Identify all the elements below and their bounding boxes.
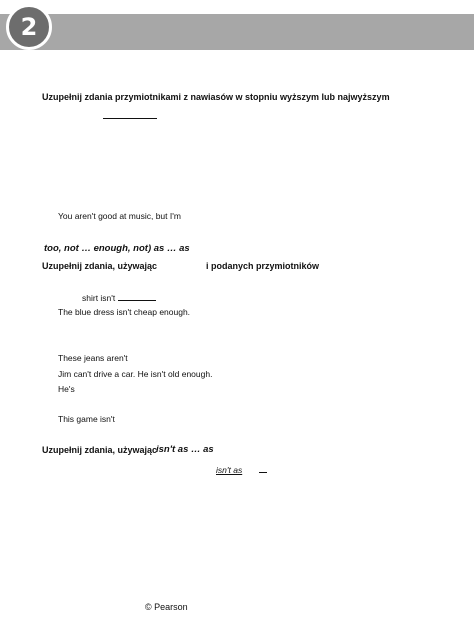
ex1-answer-blank	[103, 106, 157, 124]
unit-number: 2	[20, 13, 38, 41]
ex1-item: You aren't good at music, but I'm	[58, 211, 181, 221]
footer-copyright: © Pearson	[145, 602, 188, 612]
ex3-example: isn't as	[216, 460, 267, 478]
unit-header-bar	[0, 14, 474, 50]
ex2-line-5: He's	[58, 384, 75, 394]
ex2-instruction-end: i podanych przymiotników	[206, 261, 320, 271]
ex2-line-6: This game isn't	[58, 414, 115, 424]
ex2-phrases: too, not … enough, not) as … as	[44, 243, 190, 254]
ex1-instruction: Uzupełnij zdania przymiotnikami z nawiasów w stopniu wyższym lub najwyższym	[42, 92, 390, 102]
ex2-line-4: Jim can't drive a car. He isn't old enough.	[58, 369, 213, 379]
unit-number-badge	[6, 4, 52, 50]
ex2-instruction-start: Uzupełnij zdania, używając	[42, 261, 158, 271]
ex3-instruction: Uzupełnij zdania, używając	[42, 445, 158, 455]
ex2-line-1: shirt isn't	[82, 292, 156, 303]
ex3-phrase: isn't as … as	[156, 444, 214, 455]
ex2-line-2: The blue dress isn't cheap enough.	[58, 307, 191, 317]
ex2-line-3: These jeans aren't	[58, 353, 128, 363]
